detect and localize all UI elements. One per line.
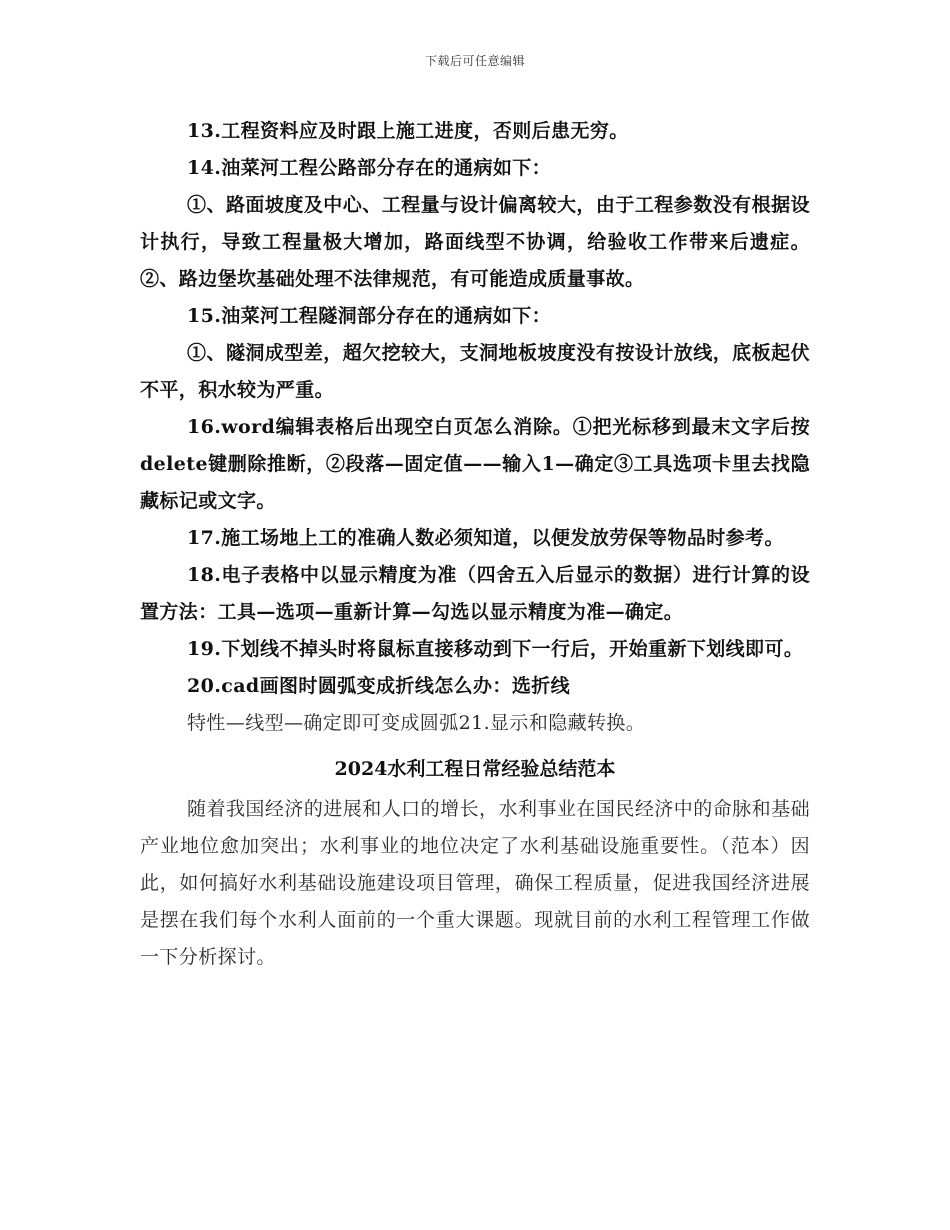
paragraph-item-14-detail: ①、路面坡度及中心、工程量与设计偏离较大，由于工程参数没有根据设计执行，导致工程量极大增加，路面线型不协调，给验收工作带来后遗症。②、路边堡坎基础处理不法律规范，有可能造成质量事故。 [140,194,810,290]
document-body [140,113,810,976]
paragraph-item-17: 17.施工场地上工的准确人数必须知道，以便发放劳保等物品时参考。 [187,527,784,549]
paragraph-item-13: 13.工程资料应及时跟上施工进度，否则后患无穷。 [187,120,629,142]
page-header-note: 下载后可任意编辑 [424,54,525,68]
paragraph-item-20: 20.cad画图时圆弧变成折线怎么办：选折线 [187,675,571,697]
paragraph-item-15: 15.油菜河工程隧洞部分存在的通病如下： [187,305,552,327]
paragraph-item-15-detail: ①、隧洞成型差，超欠挖较大，支洞地板坡度没有按设计放线，底板起伏不平，积水较为严重。 [140,342,810,401]
paragraph-item-19: 19.下划线不掉头时将鼠标直接移动到下一行后，开始重新下划线即可。 [187,638,804,660]
paragraph-item-18: 18.电子表格中以显示精度为准（四舍五入后显示的数据）进行计算的设置方法：工具—选项—重新计算—勾选以显示精度为准—确定。 [140,564,810,623]
paragraph-item-16: 16.word编辑表格后出现空白页怎么消除。①把光标移到最末文字后按delete键删除推断，②段落—固定值——输入1—确定③工具选项卡里去找隐藏标记或文字。 [140,416,810,512]
section-title: 2024水利工程日常经验总结范本 [334,758,616,780]
paragraph-item-14: 14.油菜河工程公路部分存在的通病如下： [187,157,552,179]
section-body-paragraph: 随着我国经济的进展和人口的增长，水利事业在国民经济中的命脉和基础产业地位愈加突出；水利事业的地位决定了水利基础设施重要性。（范本）因此，如何搞好水利基础设施建设项目管理，确保工程质量，促进我国经济进展是摆在我们每个水利人面前的一个重大课题。现就目前的水利工程管理工作做一下分析探讨。 [140,798,810,968]
paragraph-item-20-continued: 特性—线型—确定即可变成圆弧21.显示和隐藏转换。 [187,712,646,734]
